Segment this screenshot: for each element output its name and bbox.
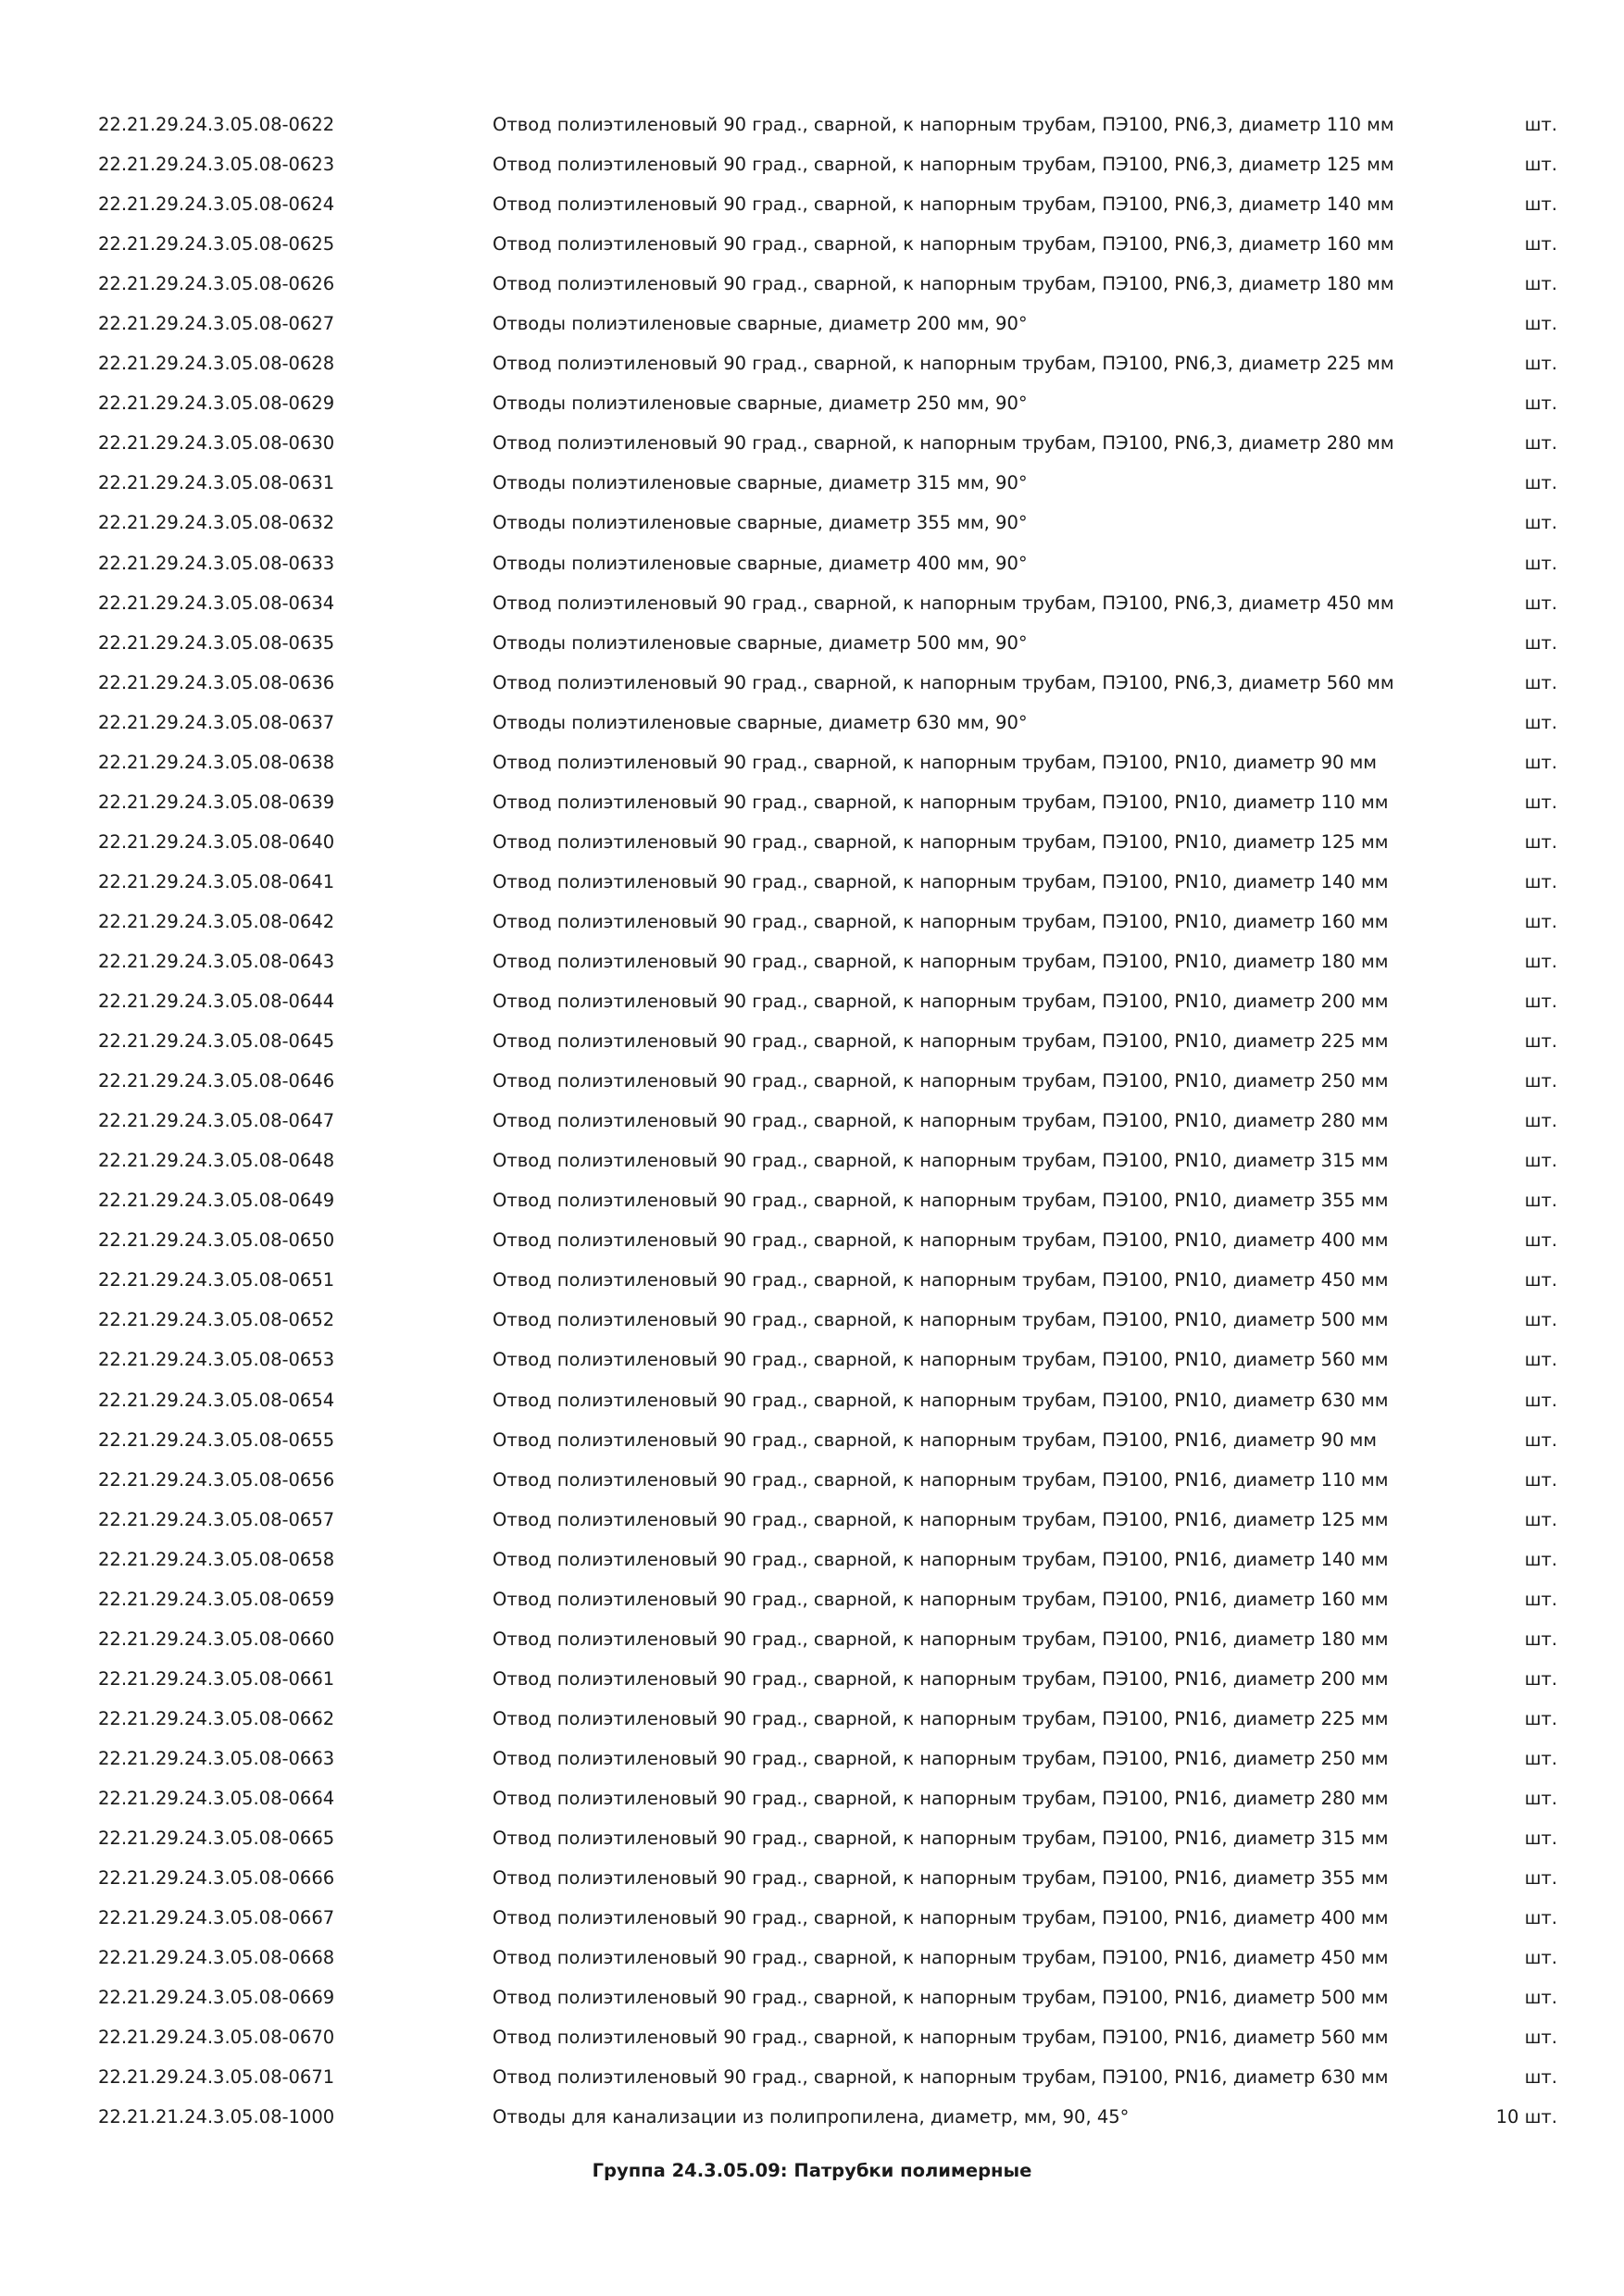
item-unit: шт.: [1524, 1907, 1557, 1929]
item-name: Отвод полиэтиленовый 90 град., сварной, к напорным трубам, ПЭ100, PN10, диаметр 630 мм: [493, 1389, 1389, 1411]
item-unit: шт.: [1524, 1628, 1557, 1650]
table-row: [0, 1818, 1624, 1858]
item-code: 22.21.29.24.3.05.08-0637: [98, 711, 335, 733]
table-row: [0, 1380, 1624, 1420]
item-unit: шт.: [1524, 1229, 1557, 1252]
item-name: Отводы для канализации из полипропилена, диаметр, мм, 90, 45°: [493, 2106, 1130, 2128]
group-heading: Группа 24.3.05.09: Патрубки полимерные: [592, 2160, 1032, 2181]
item-unit: шт.: [1524, 910, 1557, 932]
item-name: Отвод полиэтиленовый 90 град., сварной, к напорным трубам, ПЭ100, PN10, диаметр 315 мм: [493, 1150, 1389, 1172]
item-unit: шт.: [1524, 1150, 1557, 1172]
table-row: [0, 1659, 1624, 1699]
table-row: [0, 1938, 1624, 1978]
item-code: 22.21.29.24.3.05.08-0633: [98, 552, 335, 574]
item-name: Отвод полиэтиленовый 90 град., сварной, к напорным трубам, ПЭ100, PN10, диаметр 500 мм: [493, 1309, 1389, 1331]
item-name: Отвод полиэтиленовый 90 град., сварной, к напорным трубам, ПЭ100, PN10, диаметр 200 мм: [493, 991, 1389, 1013]
item-name: Отвод полиэтиленовый 90 град., сварной, к напорным трубам, ПЭ100, PN6,3, диаметр 125 мм: [493, 154, 1394, 176]
item-unit: шт.: [1524, 1667, 1557, 1690]
table-row: [0, 703, 1624, 742]
table-row: [0, 862, 1624, 902]
price-table: [0, 105, 1624, 2137]
item-unit: шт.: [1524, 313, 1557, 335]
item-code: 22.21.29.24.3.05.08-0644: [98, 991, 335, 1013]
item-name: Отвод полиэтиленовый 90 град., сварной, к напорным трубам, ПЭ100, PN10, диаметр 160 мм: [493, 910, 1389, 932]
item-unit: шт.: [1524, 711, 1557, 733]
item-code: 22.21.29.24.3.05.08-0638: [98, 751, 335, 773]
item-unit: шт.: [1524, 991, 1557, 1013]
item-name: Отвод полиэтиленовый 90 град., сварной, к напорным трубам, ПЭ100, PN16, диаметр 160 мм: [493, 1588, 1389, 1610]
item-unit: шт.: [1524, 2066, 1557, 2089]
item-unit: 10 шт.: [1495, 2106, 1557, 2128]
item-unit: шт.: [1524, 1349, 1557, 1371]
item-code: 22.21.29.24.3.05.08-0666: [98, 1867, 335, 1890]
item-name: Отводы полиэтиленовые сварные, диаметр 500 мм, 90°: [493, 631, 1028, 654]
item-unit: шт.: [1524, 631, 1557, 654]
item-code: 22.21.29.24.3.05.08-0650: [98, 1229, 335, 1252]
item-code: 22.21.29.24.3.05.08-0655: [98, 1429, 335, 1451]
table-row: [0, 663, 1624, 703]
table-row: [0, 144, 1624, 184]
item-code: 22.21.29.24.3.05.08-0643: [98, 950, 335, 972]
item-unit: шт.: [1524, 1787, 1557, 1809]
table-row: [0, 1220, 1624, 1260]
item-code: 22.21.29.24.3.05.08-0661: [98, 1667, 335, 1690]
item-code: 22.21.29.24.3.05.08-0651: [98, 1269, 335, 1292]
item-unit: шт.: [1524, 114, 1557, 135]
item-unit: шт.: [1524, 671, 1557, 693]
table-row: [0, 304, 1624, 343]
table-row: [0, 105, 1624, 144]
item-name: Отвод полиэтиленовый 90 град., сварной, к напорным трубам, ПЭ100, PN16, диаметр 225 мм: [493, 1707, 1389, 1729]
item-name: Отвод полиэтиленовый 90 град., сварной, к напорным трубам, ПЭ100, PN10, диаметр 180 мм: [493, 950, 1389, 972]
item-unit: шт.: [1524, 552, 1557, 574]
table-row: [0, 264, 1624, 304]
table-row: [0, 423, 1624, 463]
item-name: Отвод полиэтиленовый 90 град., сварной, к напорным трубам, ПЭ100, PN16, диаметр 200 мм: [493, 1667, 1389, 1690]
table-row: [0, 782, 1624, 822]
item-unit: шт.: [1524, 1468, 1557, 1491]
item-code: 22.21.29.24.3.05.08-0671: [98, 2066, 335, 2089]
item-unit: шт.: [1524, 393, 1557, 415]
table-row: [0, 383, 1624, 423]
item-name: Отвод полиэтиленовый 90 град., сварной, к напорным трубам, ПЭ100, PN6,3, диаметр 160 мм: [493, 233, 1394, 256]
item-code: 22.21.29.24.3.05.08-0629: [98, 393, 335, 415]
item-name: Отвод полиэтиленовый 90 град., сварной, к напорным трубам, ПЭ100, PN10, диаметр 250 мм: [493, 1070, 1389, 1092]
item-name: Отвод полиэтиленовый 90 град., сварной, к напорным трубам, ПЭ100, PN6,3, диаметр 140 мм: [493, 193, 1394, 216]
item-code: 22.21.29.24.3.05.08-0634: [98, 592, 335, 614]
item-unit: шт.: [1524, 1190, 1557, 1212]
item-code: 22.21.29.24.3.05.08-0623: [98, 154, 335, 176]
item-name: Отводы полиэтиленовые сварные, диаметр 400 мм, 90°: [493, 552, 1028, 574]
table-row: [0, 1260, 1624, 1300]
item-name: Отвод полиэтиленовый 90 град., сварной, к напорным трубам, ПЭ100, PN16, диаметр 400 мм: [493, 1907, 1389, 1929]
item-name: Отвод полиэтиленовый 90 град., сварной, к напорным трубам, ПЭ100, PN16, диаметр 450 мм: [493, 1947, 1389, 1969]
table-row: [0, 1858, 1624, 1898]
item-unit: шт.: [1524, 1548, 1557, 1570]
item-name: Отвод полиэтиленовый 90 град., сварной, к напорным трубам, ПЭ100, PN10, диаметр 125 мм: [493, 830, 1389, 853]
item-code: 22.21.29.24.3.05.08-0628: [98, 353, 335, 375]
item-name: Отвод полиэтиленовый 90 град., сварной, к напорным трубам, ПЭ100, PN6,3, диаметр 225 мм: [493, 353, 1394, 375]
item-code: 22.21.29.24.3.05.08-0642: [98, 910, 335, 932]
item-code: 22.21.29.24.3.05.08-0665: [98, 1828, 335, 1850]
table-row: [0, 1180, 1624, 1220]
item-code: 22.21.29.24.3.05.08-0639: [98, 791, 335, 813]
item-name: Отвод полиэтиленовый 90 град., сварной, к напорным трубам, ПЭ100, PN16, диаметр 125 мм: [493, 1508, 1389, 1530]
item-name: Отвод полиэтиленовый 90 град., сварной, к напорным трубам, ПЭ100, PN10, диаметр 225 мм: [493, 1030, 1389, 1053]
item-name: Отвод полиэтиленовый 90 град., сварной, к напорным трубам, ПЭ100, PN10, диаметр 90 мм: [493, 751, 1377, 773]
item-unit: шт.: [1524, 273, 1557, 295]
table-row: [0, 1340, 1624, 1379]
item-name: Отвод полиэтиленовый 90 град., сварной, к напорным трубам, ПЭ100, PN16, диаметр 355 мм: [493, 1867, 1389, 1890]
item-unit: шт.: [1524, 1309, 1557, 1331]
item-code: 22.21.29.24.3.05.08-0625: [98, 233, 335, 256]
item-unit: шт.: [1524, 472, 1557, 494]
item-name: Отвод полиэтиленовый 90 град., сварной, к напорным трубам, ПЭ100, PN10, диаметр 355 мм: [493, 1190, 1389, 1212]
item-unit: шт.: [1524, 1429, 1557, 1451]
item-name: Отвод полиэтиленовый 90 град., сварной, к напорным трубам, ПЭ100, PN10, диаметр 110 мм: [493, 791, 1389, 813]
item-code: 22.21.29.24.3.05.08-0630: [98, 432, 335, 455]
table-row: [0, 742, 1624, 782]
item-unit: шт.: [1524, 950, 1557, 972]
item-name: Отвод полиэтиленовый 90 град., сварной, к напорным трубам, ПЭ100, PN16, диаметр 630 мм: [493, 2066, 1389, 2089]
table-row: [0, 184, 1624, 224]
item-name: Отвод полиэтиленовый 90 град., сварной, к напорным трубам, ПЭ100, PN16, диаметр 110 мм: [493, 1468, 1389, 1491]
item-code: 22.21.29.24.3.05.08-0653: [98, 1349, 335, 1371]
item-unit: шт.: [1524, 1508, 1557, 1530]
item-code: 22.21.29.24.3.05.08-0640: [98, 830, 335, 853]
table-row: [0, 1061, 1624, 1101]
item-unit: шт.: [1524, 1389, 1557, 1411]
table-row: [0, 1978, 1624, 2017]
item-name: Отвод полиэтиленовый 90 град., сварной, к напорным трубам, ПЭ100, PN10, диаметр 400 мм: [493, 1229, 1389, 1252]
item-unit: шт.: [1524, 1070, 1557, 1092]
item-unit: шт.: [1524, 1110, 1557, 1132]
item-code: 22.21.29.24.3.05.08-0647: [98, 1110, 335, 1132]
item-name: Отвод полиэтиленовый 90 град., сварной, к напорным трубам, ПЭ100, PN16, диаметр 180 мм: [493, 1628, 1389, 1650]
item-unit: шт.: [1524, 791, 1557, 813]
item-code: 22.21.29.24.3.05.08-0626: [98, 273, 335, 295]
item-name: Отвод полиэтиленовый 90 град., сварной, к напорным трубам, ПЭ100, PN6,3, диаметр 280 мм: [493, 432, 1394, 455]
item-code: 22.21.29.24.3.05.08-0664: [98, 1787, 335, 1809]
item-code: 22.21.29.24.3.05.08-0654: [98, 1389, 335, 1411]
item-name: Отвод полиэтиленовый 90 град., сварной, к напорным трубам, ПЭ100, PN16, диаметр 315 мм: [493, 1828, 1389, 1850]
item-unit: шт.: [1524, 592, 1557, 614]
table-row: [0, 2097, 1624, 2137]
item-unit: шт.: [1524, 1747, 1557, 1769]
item-name: Отвод полиэтиленовый 90 град., сварной, к напорным трубам, ПЭ100, PN10, диаметр 560 мм: [493, 1349, 1389, 1371]
item-unit: шт.: [1524, 870, 1557, 892]
item-name: Отвод полиэтиленовый 90 град., сварной, к напорным трубам, ПЭ100, PN6,3, диаметр 180 мм: [493, 273, 1394, 295]
table-row: [0, 1699, 1624, 1739]
table-row: [0, 343, 1624, 383]
table-row: [0, 1101, 1624, 1141]
table-row: [0, 2017, 1624, 2057]
table-row: [0, 1579, 1624, 1619]
table-row: [0, 1500, 1624, 1540]
item-name: Отвод полиэтиленовый 90 град., сварной, к напорным трубам, ПЭ100, PN6,3, диаметр 110 мм: [493, 114, 1394, 135]
item-code: 22.21.29.24.3.05.08-0622: [98, 114, 335, 135]
item-name: Отвод полиэтиленовый 90 град., сварной, к напорным трубам, ПЭ100, PN16, диаметр 90 мм: [493, 1429, 1377, 1451]
table-row: [0, 583, 1624, 623]
table-row: [0, 503, 1624, 543]
table-row: [0, 543, 1624, 583]
item-name: Отвод полиэтиленовый 90 град., сварной, к напорным трубам, ПЭ100, PN16, диаметр 250 мм: [493, 1747, 1389, 1769]
item-unit: шт.: [1524, 1828, 1557, 1850]
item-name: Отвод полиэтиленовый 90 град., сварной, к напорным трубам, ПЭ100, PN16, диаметр 500 мм: [493, 1987, 1389, 2009]
table-row: [0, 1619, 1624, 1659]
item-code: 22.21.29.24.3.05.08-0660: [98, 1628, 335, 1650]
item-code: 22.21.29.24.3.05.08-0656: [98, 1468, 335, 1491]
item-code: 22.21.29.24.3.05.08-0669: [98, 1987, 335, 2009]
item-name: Отвод полиэтиленовый 90 град., сварной, к напорным трубам, ПЭ100, PN16, диаметр 560 мм: [493, 2027, 1389, 2049]
table-row: [0, 981, 1624, 1021]
item-name: Отводы полиэтиленовые сварные, диаметр 250 мм, 90°: [493, 393, 1028, 415]
table-row: [0, 1898, 1624, 1938]
table-row: [0, 902, 1624, 942]
table-row: [0, 942, 1624, 981]
item-code: 22.21.29.24.3.05.08-0658: [98, 1548, 335, 1570]
item-unit: шт.: [1524, 1987, 1557, 2009]
item-code: 22.21.21.24.3.05.08-1000: [98, 2106, 335, 2128]
item-unit: шт.: [1524, 193, 1557, 216]
table-row: [0, 2057, 1624, 2097]
table-row: [0, 822, 1624, 862]
item-name: Отводы полиэтиленовые сварные, диаметр 355 мм, 90°: [493, 512, 1028, 534]
item-code: 22.21.29.24.3.05.08-0631: [98, 472, 335, 494]
table-row: [0, 463, 1624, 503]
item-unit: шт.: [1524, 233, 1557, 256]
table-row: [0, 224, 1624, 264]
item-code: 22.21.29.24.3.05.08-0659: [98, 1588, 335, 1610]
item-code: 22.21.29.24.3.05.08-0652: [98, 1309, 335, 1331]
table-row: [0, 623, 1624, 663]
item-code: 22.21.29.24.3.05.08-0667: [98, 1907, 335, 1929]
item-code: 22.21.29.24.3.05.08-0670: [98, 2027, 335, 2049]
item-code: 22.21.29.24.3.05.08-0635: [98, 631, 335, 654]
item-unit: шт.: [1524, 1947, 1557, 1969]
table-row: [0, 1778, 1624, 1818]
item-code: 22.21.29.24.3.05.08-0636: [98, 671, 335, 693]
item-code: 22.21.29.24.3.05.08-0668: [98, 1947, 335, 1969]
item-name: Отвод полиэтиленовый 90 град., сварной, к напорным трубам, ПЭ100, PN6,3, диаметр 450 мм: [493, 592, 1394, 614]
item-unit: шт.: [1524, 353, 1557, 375]
table-row: [0, 1021, 1624, 1061]
item-code: 22.21.29.24.3.05.08-0648: [98, 1150, 335, 1172]
item-code: 22.21.29.24.3.05.08-0657: [98, 1508, 335, 1530]
item-unit: шт.: [1524, 432, 1557, 455]
table-row: [0, 1739, 1624, 1778]
item-unit: шт.: [1524, 1269, 1557, 1292]
item-name: Отвод полиэтиленовый 90 град., сварной, к напорным трубам, ПЭ100, PN6,3, диаметр 560 мм: [493, 671, 1394, 693]
table-row: [0, 1540, 1624, 1579]
item-unit: шт.: [1524, 1707, 1557, 1729]
item-code: 22.21.29.24.3.05.08-0646: [98, 1070, 335, 1092]
item-code: 22.21.29.24.3.05.08-0645: [98, 1030, 335, 1053]
item-unit: шт.: [1524, 512, 1557, 534]
item-unit: шт.: [1524, 751, 1557, 773]
item-name: Отводы полиэтиленовые сварные, диаметр 630 мм, 90°: [493, 711, 1028, 733]
item-name: Отвод полиэтиленовый 90 град., сварной, к напорным трубам, ПЭ100, PN16, диаметр 280 мм: [493, 1787, 1389, 1809]
item-code: 22.21.29.24.3.05.08-0662: [98, 1707, 335, 1729]
item-unit: шт.: [1524, 830, 1557, 853]
item-code: 22.21.29.24.3.05.08-0663: [98, 1747, 335, 1769]
item-unit: шт.: [1524, 2027, 1557, 2049]
item-name: Отвод полиэтиленовый 90 град., сварной, к напорным трубам, ПЭ100, PN16, диаметр 140 мм: [493, 1548, 1389, 1570]
item-unit: шт.: [1524, 154, 1557, 176]
item-code: 22.21.29.24.3.05.08-0649: [98, 1190, 335, 1212]
item-name: Отвод полиэтиленовый 90 град., сварной, к напорным трубам, ПЭ100, PN10, диаметр 450 мм: [493, 1269, 1389, 1292]
item-code: 22.21.29.24.3.05.08-0632: [98, 512, 335, 534]
item-name: Отвод полиэтиленовый 90 град., сварной, к напорным трубам, ПЭ100, PN10, диаметр 280 мм: [493, 1110, 1389, 1132]
item-unit: шт.: [1524, 1867, 1557, 1890]
item-unit: шт.: [1524, 1588, 1557, 1610]
table-row: [0, 1300, 1624, 1340]
table-row: [0, 1420, 1624, 1460]
item-name: Отвод полиэтиленовый 90 град., сварной, к напорным трубам, ПЭ100, PN10, диаметр 140 мм: [493, 870, 1389, 892]
item-name: Отводы полиэтиленовые сварные, диаметр 315 мм, 90°: [493, 472, 1028, 494]
item-code: 22.21.29.24.3.05.08-0641: [98, 870, 335, 892]
item-name: Отводы полиэтиленовые сварные, диаметр 200 мм, 90°: [493, 313, 1028, 335]
table-row: [0, 1460, 1624, 1500]
item-code: 22.21.29.24.3.05.08-0627: [98, 313, 335, 335]
item-unit: шт.: [1524, 1030, 1557, 1053]
table-row: [0, 1141, 1624, 1180]
item-code: 22.21.29.24.3.05.08-0624: [98, 193, 335, 216]
